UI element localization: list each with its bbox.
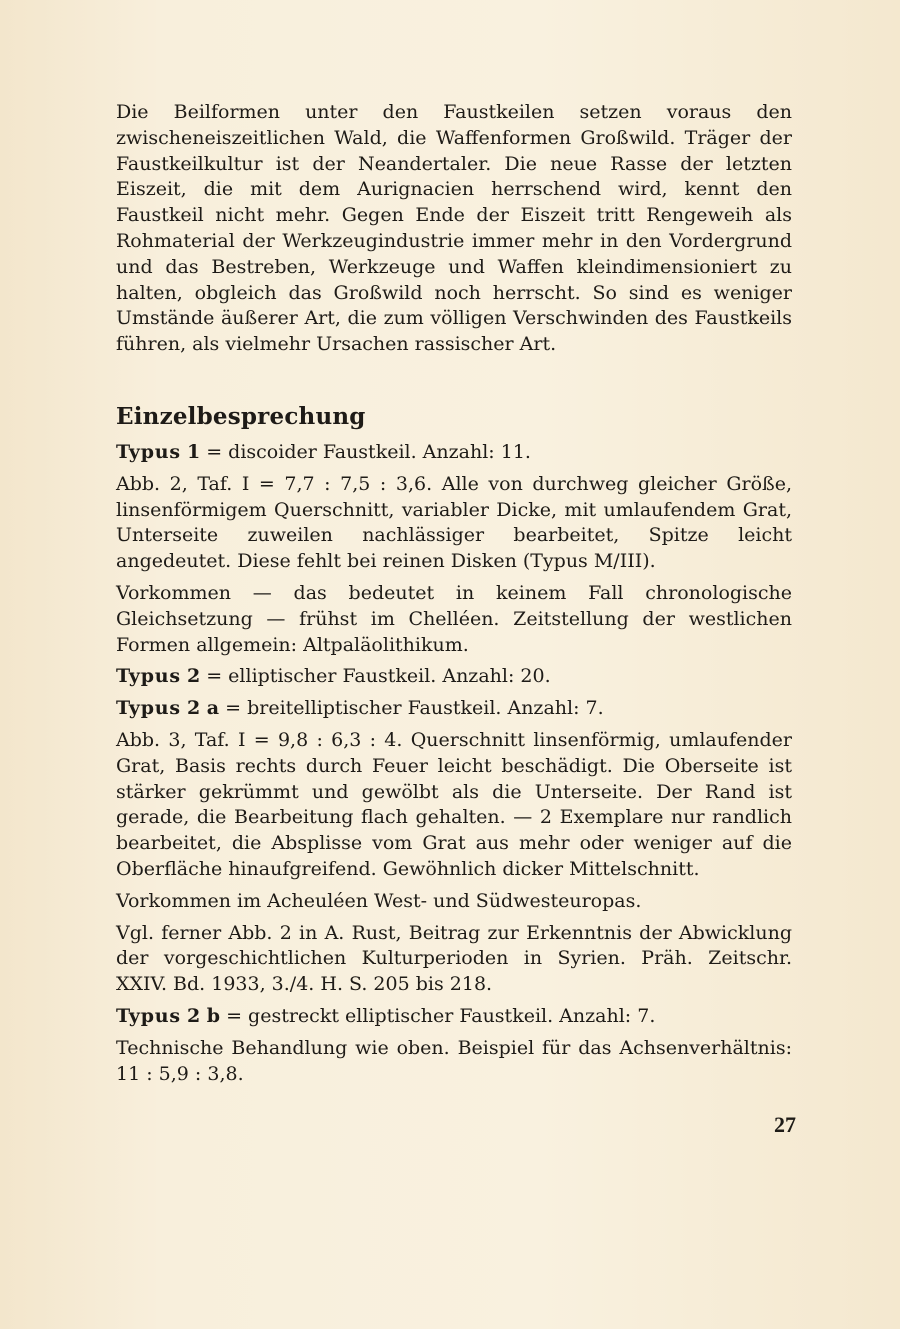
typus-number: 2 a (186, 697, 220, 720)
typus-label: Typus (116, 1004, 181, 1027)
typus-label: Typus (116, 440, 181, 463)
typus-number: 1 (186, 440, 201, 463)
text-block (116, 100, 792, 1093)
spacer (116, 358, 792, 402)
typus-label: Typus (116, 697, 181, 720)
typus-description: = gestreckt elliptischer Faustkeil. Anzahl: 7. (220, 1004, 656, 1027)
section-heading: Einzelbesprechung (116, 402, 366, 430)
typus-number: 2 (186, 665, 201, 688)
typus-2a-description: Abb. 3, Taf. I = 9,8 : 6,3 : 4. Querschnitt linsenförmig, umlaufender Grat, Basis rechts durch Feuer leicht beschädigt. Die Oberseite ist stärker gekrümmt und gewölbt als die Unterseite. Der Rand ist gerade, die Bearbeitung flach gehalten. — 2 Exemplare nur randlich bearbeitet, die Absplisse vom Grat aus mehr oder weniger auf die Oberfläche hinaufgreifend. Gewöhnlich dicker Mittelschnitt. (116, 728, 792, 880)
typus-2a-reference: Vgl. ferner Abb. 2 in A. Rust, Beitrag zur Erkenntnis der Abwicklung der vorgeschichtlichen Kulturperioden in Syrien. Präh. Zeitschr. XXIV. Bd. 1933, 3./4. H. S. 205 bis 218. (116, 921, 792, 996)
typus-1-description: Abb. 2, Taf. I = 7,7 : 7,5 : 3,6. Alle von durchweg gleicher Größe, linsenförmigem Querschnitt, variabler Dicke, mit umlaufendem Grat, Unterseite zuweilen nachlässiger bearbeitet, Spitze leicht angedeutet. Diese fehlt bei reinen Disken (Typus M/III). (116, 472, 792, 573)
typus-1-heading (116, 440, 792, 466)
page-number: 27 (774, 1112, 796, 1137)
typus-2b-heading (116, 1004, 792, 1030)
typus-2a-heading (116, 696, 792, 722)
typus-2a-occurrence: Vorkommen im Acheuléen West- und Südwesteuropas. (116, 889, 642, 912)
typus-description: = elliptischer Faustkeil. Anzahl: 20. (200, 665, 551, 688)
typus-label: Typus (116, 665, 181, 688)
typus-2-heading (116, 664, 792, 690)
intro-paragraph: Die Beilformen unter den Faustkeilen setzen voraus den zwischeneiszeitlichen Wald, die Waffenformen Großwild. Träger der Faustkeilkultur ist der Neandertaler. Die neue Rasse der letzten Eiszeit, die mit dem Aurignacien herrschend wird, kennt den Faustkeil nicht mehr. Gegen Ende der Eiszeit tritt Rengeweih als Rohmaterial der Werkzeugindustrie immer mehr in den Vordergrund und das Bestreben, Werkzeuge und Waffen kleindimensioniert zu halten, obgleich das Großwild noch herrscht. So sind es weniger Umstände äußerer Art, die zum völligen Verschwinden des Faustkeils führen, als vielmehr Ursachen rassischer Art. (116, 101, 792, 356)
typus-description: = breitelliptischer Faustkeil. Anzahl: 7. (219, 697, 604, 720)
typus-2b-description: Technische Behandlung wie oben. Beispiel für das Achsenverhältnis: 11 : 5,9 : 3,8. (116, 1036, 792, 1085)
typus-1-occurrence: Vorkommen — das bedeutet in keinem Fall chronologische Gleichsetzung — frühst im Chelléen. Zeitstellung der westlichen Formen allgemein: Altpaläolithikum. (116, 581, 792, 656)
typus-number: 2 b (186, 1004, 221, 1027)
typus-description: = discoider Faustkeil. Anzahl: 11. (200, 440, 531, 463)
